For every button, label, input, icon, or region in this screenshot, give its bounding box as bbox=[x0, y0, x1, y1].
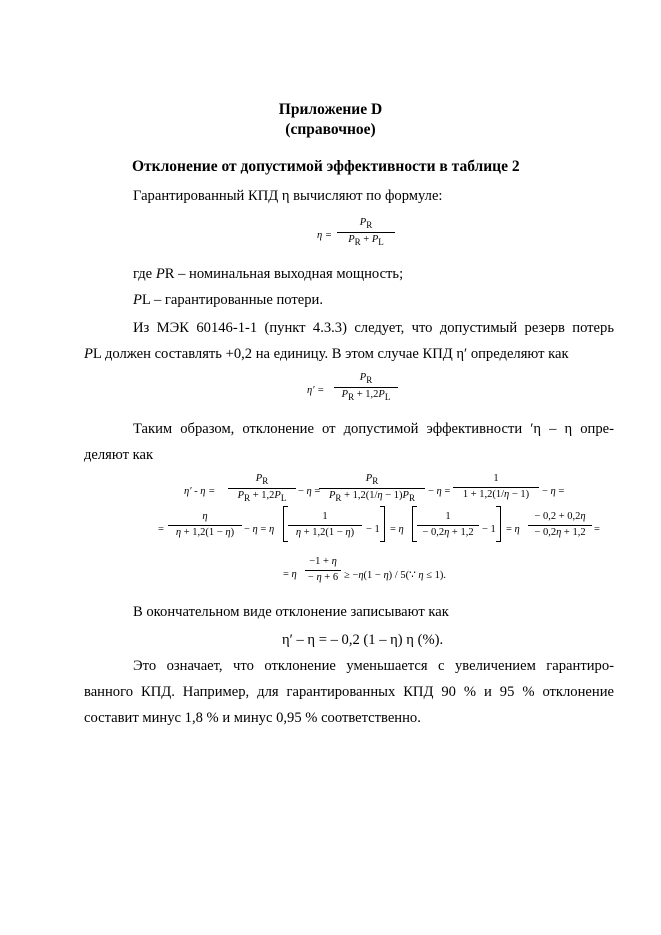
para2-line2: PL должен составлять +0,2 на единицу. В этом случае КПД η′ определяют как bbox=[84, 346, 569, 362]
para2-line1: Из МЭК 60146-1-1 (пункт 4.3.3) следует, что допустимый резерв потерь bbox=[133, 320, 614, 336]
where-pr-line: где PR – номинальная выходная мощность; bbox=[133, 266, 404, 282]
appendix-label: Приложение D bbox=[278, 101, 383, 118]
para3-line1: Таким образом, отклонение от допустимой эффективности ′η – η опре- bbox=[133, 421, 614, 437]
final-formula: η′ – η = – 0,2 (1 – η) η (%). bbox=[282, 632, 444, 648]
section-title: Отклонение от допустимой эффективности в таблице 2 bbox=[132, 158, 520, 175]
where-pl-line: PL – гарантированные потери. bbox=[133, 292, 323, 308]
intro-text: Гарантированный КПД η вычисляют по формуле: bbox=[133, 188, 443, 204]
para5-line3: составит минус 1,8 % и минус 0,95 % соответственно. bbox=[84, 710, 421, 726]
para5-line1: Это означает, что отклонение уменьшается с увеличением гарантиро- bbox=[133, 658, 614, 674]
para3-line2: деляют как bbox=[84, 447, 154, 463]
para4-text: В окончательном виде отклонение записывают как bbox=[133, 604, 449, 620]
para5-line2: ванного КПД. Например, для гарантированных КПД 90 % и 95 % отклонение bbox=[84, 684, 614, 700]
appendix-status: (справочное) bbox=[285, 121, 376, 138]
